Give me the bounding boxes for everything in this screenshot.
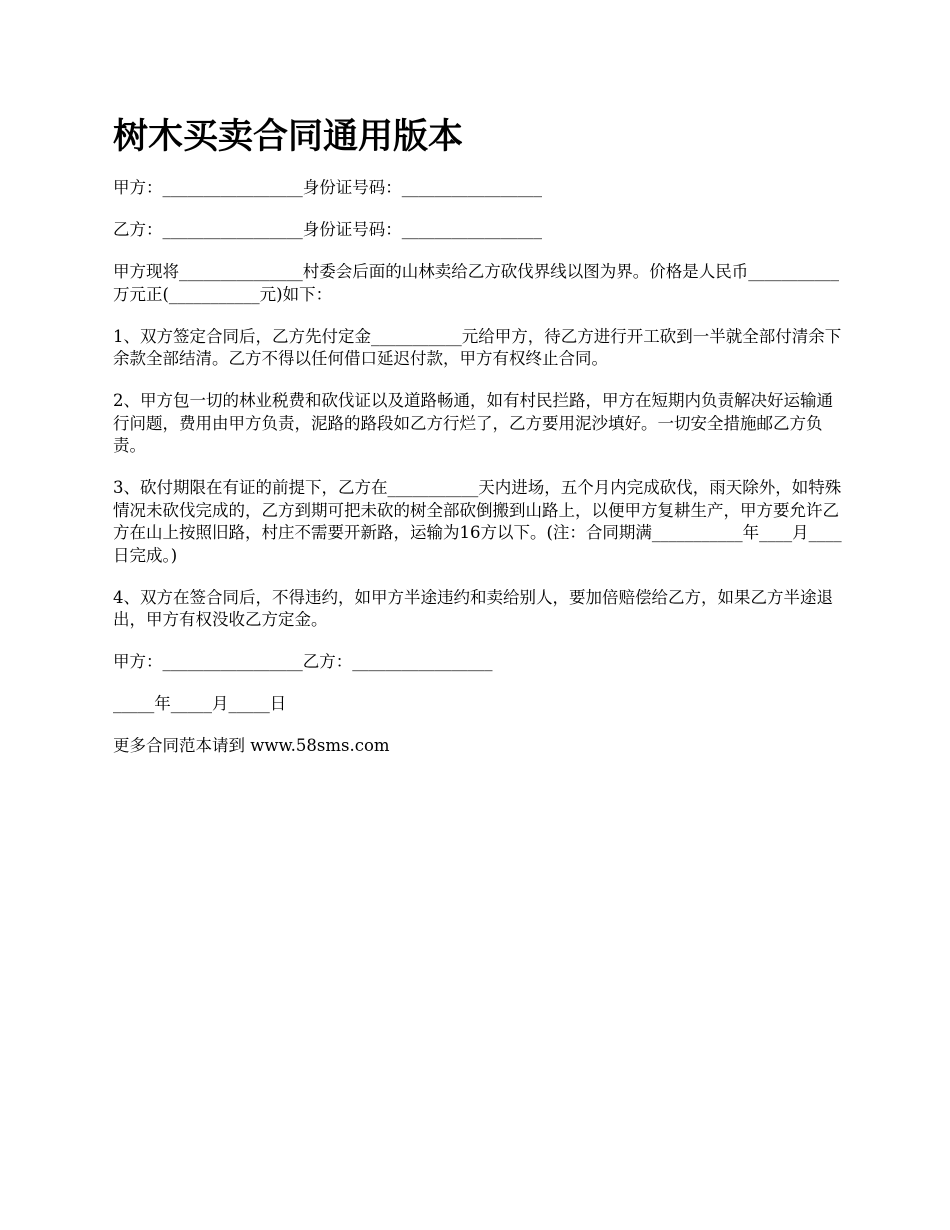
contract-document — [113, 112, 843, 777]
party-b-line: 乙方：_________________身份证号码：_________________ — [113, 220, 542, 239]
footer-text: 更多合同范本请到 www.58sms.com — [113, 736, 390, 755]
party-a-line: 甲方：_________________身份证号码：_________________ — [113, 178, 542, 197]
clause-3: 3、砍付期限在有证的前提下，乙方在___________天内进场，五个月内完成砍伐，雨天除外，如特殊情况未砍伐完成的，乙方到期可把未砍的树全部砍倒搬到山路上，以便甲方复耕生产，甲方要允许乙方在山上按照旧路，村庄不需要开新路，运输为16方以下。(注：合同期满___________年____月____日完成。) — [113, 478, 842, 565]
date-line: _____年_____月_____日 — [113, 694, 287, 713]
signature-line: 甲方：_________________乙方：_________________ — [113, 652, 493, 671]
intro-paragraph: 甲方现将_______________村委会后面的山林卖给乙方砍伐界线以图为界。价格是人民币___________万元正(___________元)如下： — [113, 262, 839, 304]
clause-4: 4、双方在签合同后，不得违约，如甲方半途违约和卖给别人，要加倍赔偿给乙方，如果乙方半途退出，甲方有权没收乙方定金。 — [113, 587, 833, 629]
clause-2: 2、甲方包一切的林业税费和砍伐证以及道路畅通，如有村民拦路，甲方在短期内负责解决好运输通行问题，费用由甲方负责，泥路的路段如乙方行烂了，乙方要用泥沙填好。一切安全措施邮乙方负责。 — [113, 391, 833, 455]
clause-1: 1、双方签定合同后，乙方先付定金___________元给甲方，待乙方进行开工砍到一半就全部付清余下余款全部结清。乙方不得以任何借口延迟付款，甲方有权终止合同。 — [113, 326, 842, 368]
document-title: 树木买卖合同通用版本 — [113, 117, 464, 157]
